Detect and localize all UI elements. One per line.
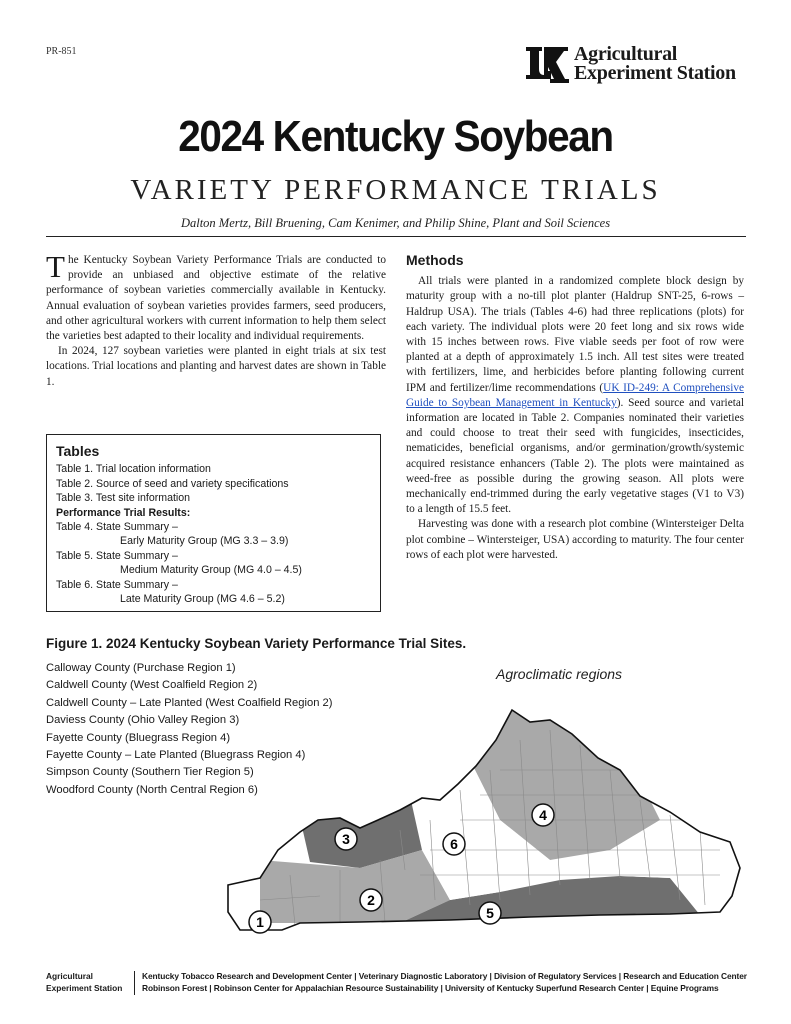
authors: Dalton Mertz, Bill Bruening, Cam Kenimer, and Philip Shine, Plant and Soil Sciences (180, 216, 611, 230)
uk-id-249-link[interactable]: UK ID-249: A Comprehensive Guide to Soybean Management in Kentucky (406, 381, 744, 409)
region-marker-3 (335, 828, 357, 850)
results-heading: Performance Trial Results: (56, 506, 191, 519)
region-marker-5 (479, 902, 501, 924)
methods-paragraph-2: Harvesting was done with a research plot combine (Wintersteiger Delta plot combine – Wintersteiger, USA) according to maturity. The four center rows of each plot were harvested. (406, 518, 744, 561)
map-label: Agroclimatic regions (496, 666, 623, 682)
site-item: Caldwell County (West Coalfield Region 2) (46, 679, 258, 692)
methods-paragraph-1: All trials were planted in a randomized complete block design by maturity group with a no-till plot planter (Haldrup SNT-25, 6-rows – Haldrup USA). The trials (Tables 4-6) had three replications (plots) for each variety. The individual plots were 20 feet long and six rows wide with 15 inches between rows. Five viable seeds per foot of row were planted at a depth of approximately 1.5 inch. All test sites were treated with fertilizers, lime, and herbicides before planting following current IPM and fertilizer/lime recommendations (UK ID-249: A Comprehensive Guide to Soybean Management in Kentucky). Seed source and varietal information are located in Table 2. Companies nominated their varieties and could choose to treat their seed with fungicides, insecticides, nematicides, beneficial organisms, and/or germination/growth/systemic acquired resistance enhancers (Table 2). The plots were maintained as weed-free as possible during the growing season. All plots were mechanically end-trimmed during the early vegetative stages (V1 to V3) to a length of 15.5 feet. (406, 275, 744, 516)
intro-paragraph-2: In 2024, 127 soybean varieties were planted in eight trials at six test locations. Trial locations and planting and harvest dates are shown in Table 1. (46, 345, 386, 388)
site-item: Calloway County (Purchase Region 1) (46, 662, 236, 674)
svg-text:5: 5 (486, 905, 494, 921)
footer-org: Agricultural Experiment Station (46, 971, 123, 993)
tables-box (46, 434, 381, 612)
svg-text:4: 4 (539, 807, 547, 823)
table-5-entry: Table 5. State Summary – (56, 549, 178, 562)
kentucky-region-map (200, 700, 760, 950)
site-item: Caldwell County – Late Planted (West Coalfield Region 2) (46, 696, 333, 709)
svg-text:3: 3 (342, 831, 350, 847)
logo-line1: Agricultural (574, 43, 678, 65)
header-rule (46, 236, 746, 237)
region-marker-4 (532, 804, 554, 826)
methods-heading: Methods (406, 252, 464, 268)
methods-column (406, 253, 744, 563)
logo-text (574, 45, 736, 83)
table-2-entry: Table 2. Source of seed and variety specifications (56, 477, 289, 490)
footer-units: Kentucky Tobacco Research and Development Center | Veterinary Diagnostic Laboratory | Division of Regulatory Services | Research and Education Center Robinson Forest | Robinson Center for Appalachian Resource Sustainability | University of Kentucky Superfund Research Center | Equine Programs (142, 971, 747, 993)
intro-paragraph-1: The Kentucky Soybean Variety Performance Trials are conducted to provide an unbiased and objective estimate of the relative performance of soybean varieties commercially available in Kentucky. Annual evaluation of soybean varieties provides farmers, seed producers, and other agricultural workers with current information to help them select the varieties best adapted to their locality and individual requirements. (46, 249, 386, 343)
page-title: 2024 Kentucky Soybean (178, 112, 613, 161)
intro-column (46, 249, 386, 390)
logo-line2: Experiment Station (574, 62, 736, 84)
region-marker-2 (360, 889, 382, 911)
site-item: Daviess County (Ohio Valley Region 3) (46, 714, 240, 727)
table-6-detail: Late Maturity Group (MG 4.6 – 5.2) (120, 593, 285, 606)
publication-number: PR-851 (46, 46, 77, 57)
site-item: Woodford County (North Central Region 6) (46, 783, 258, 796)
site-item: Fayette County (Bluegrass Region 4) (46, 731, 231, 744)
drop-cap: T (46, 249, 65, 284)
page-subtitle: VARIETY PERFORMANCE TRIALS (130, 174, 661, 206)
tables-heading: Tables (56, 443, 100, 459)
svg-text:2: 2 (367, 892, 375, 908)
region-marker-1 (249, 911, 271, 933)
figure-title: Figure 1. 2024 Kentucky Soybean Variety Performance Trial Sites. (46, 636, 467, 651)
svg-text:1: 1 (256, 914, 264, 930)
uk-logo-mark (524, 45, 570, 85)
region-marker-6 (443, 833, 465, 855)
table-1-entry: Table 1. Trial location information (56, 463, 211, 476)
table-3-entry: Table 3. Test site information (56, 492, 191, 505)
footer-divider (134, 971, 135, 995)
table-4-entry: Table 4. State Summary – (56, 521, 178, 534)
site-item: Simpson County (Southern Tier Region 5) (46, 766, 254, 779)
table-6-entry: Table 6. State Summary – (56, 578, 178, 591)
table-5-detail: Medium Maturity Group (MG 4.0 – 4.5) (120, 564, 302, 577)
uk-aes-logo (524, 45, 754, 89)
site-item: Fayette County – Late Planted (Bluegrass Region 4) (46, 749, 306, 762)
svg-text:6: 6 (450, 836, 458, 852)
table-4-detail: Early Maturity Group (MG 3.3 – 3.9) (120, 535, 289, 548)
